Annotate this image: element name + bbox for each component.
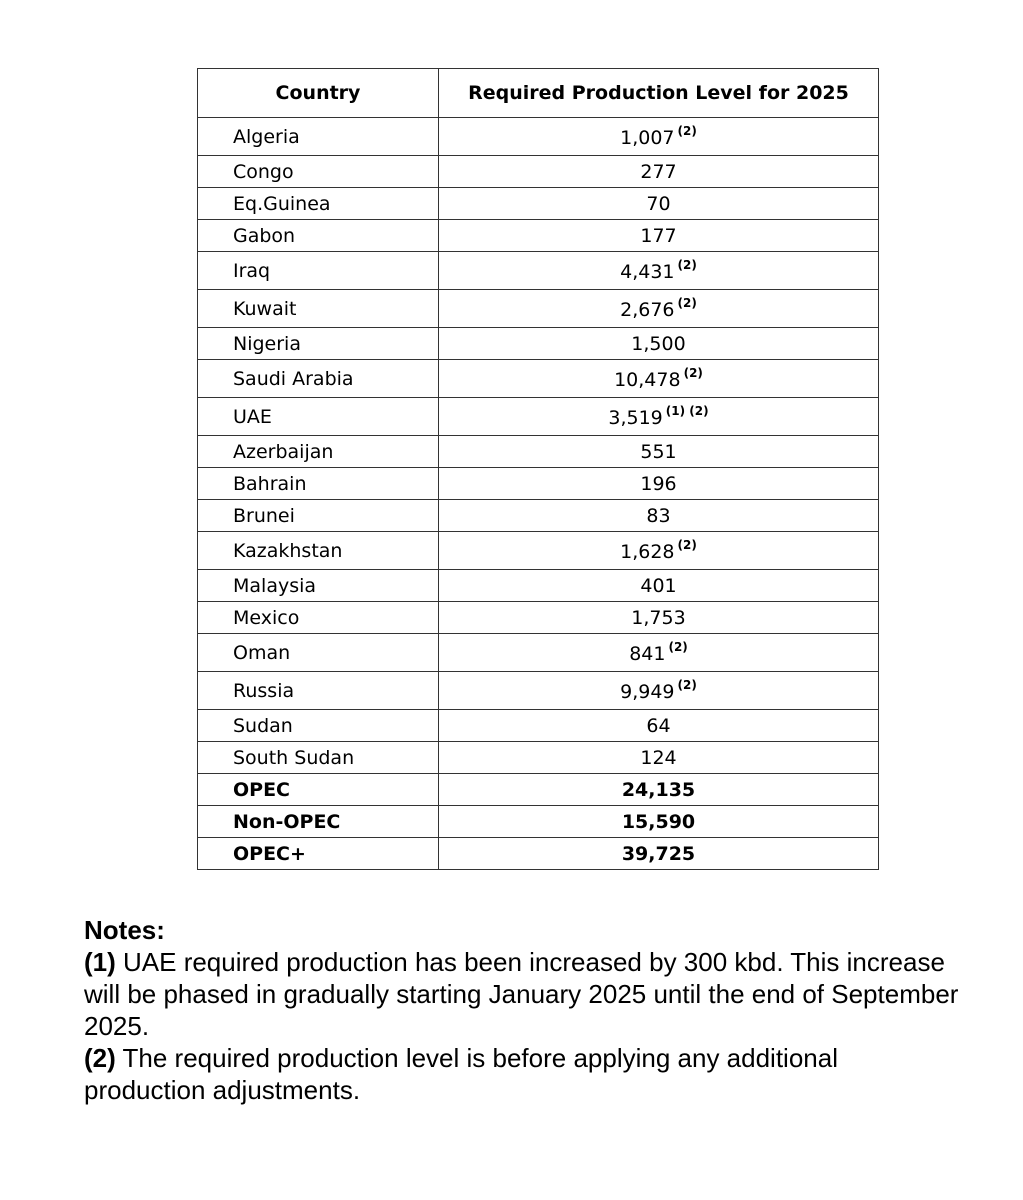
country-cell: Mexico <box>198 602 439 634</box>
table-row <box>198 634 879 672</box>
footnote-marker: (2) <box>677 538 697 552</box>
total-row <box>198 774 879 806</box>
production-cell <box>439 436 879 468</box>
total-value-cell: 39,725 <box>439 838 879 870</box>
note-text: UAE required production has been increased by 300 kbd. This increase will be phased in gradually starting January 2025 until the end of September 2025. <box>84 947 959 1041</box>
footnote-marker: (2) <box>668 640 688 654</box>
column-header-production: Required Production Level for 2025 <box>439 69 879 118</box>
table-row <box>198 436 879 468</box>
table-row <box>198 290 879 328</box>
country-cell: Congo <box>198 156 439 188</box>
country-cell: Bahrain <box>198 468 439 500</box>
production-value: 177 <box>640 224 677 247</box>
table-row <box>198 500 879 532</box>
production-value: 3,519 <box>608 407 663 429</box>
note-1 <box>84 946 964 1042</box>
table-row <box>198 710 879 742</box>
footnote-marker: (2) <box>677 258 697 272</box>
production-cell <box>439 220 879 252</box>
country-cell: Algeria <box>198 118 439 156</box>
table-row <box>198 532 879 570</box>
country-cell: Eq.Guinea <box>198 188 439 220</box>
total-row <box>198 806 879 838</box>
table-row <box>198 188 879 220</box>
total-value-cell: 24,135 <box>439 774 879 806</box>
note-marker: (2) <box>84 1043 116 1073</box>
production-cell <box>439 532 879 570</box>
production-value: 196 <box>640 472 677 495</box>
notes-heading: Notes: <box>84 915 165 945</box>
country-cell: Sudan <box>198 710 439 742</box>
country-cell: Gabon <box>198 220 439 252</box>
country-cell: Russia <box>198 672 439 710</box>
country-cell: Oman <box>198 634 439 672</box>
production-cell <box>439 398 879 436</box>
production-value: 401 <box>640 574 677 597</box>
production-cell <box>439 360 879 398</box>
table-row <box>198 570 879 602</box>
table-row <box>198 360 879 398</box>
production-cell <box>439 634 879 672</box>
table-row <box>198 602 879 634</box>
group-cell: Non-OPEC <box>198 806 439 838</box>
production-value: 4,431 <box>620 261 675 283</box>
production-value: 124 <box>640 746 677 769</box>
table-row <box>198 328 879 360</box>
table-row <box>198 252 879 290</box>
country-cell: Iraq <box>198 252 439 290</box>
table-row <box>198 118 879 156</box>
production-cell <box>439 742 879 774</box>
production-value: 1,500 <box>631 332 686 355</box>
production-cell <box>439 672 879 710</box>
production-cell <box>439 290 879 328</box>
footnote-marker: (2) <box>677 678 697 692</box>
production-cell <box>439 188 879 220</box>
country-cell: Kuwait <box>198 290 439 328</box>
production-cell <box>439 710 879 742</box>
table-row <box>198 468 879 500</box>
production-cell <box>439 468 879 500</box>
group-cell: OPEC <box>198 774 439 806</box>
production-value: 70 <box>646 192 671 215</box>
production-value: 2,676 <box>620 299 675 321</box>
footnote-marker: (2) <box>677 124 697 138</box>
footnote-marker: (2) <box>677 296 697 310</box>
note-text: The required production level is before applying any additional production adjustments. <box>84 1043 838 1105</box>
production-cell <box>439 500 879 532</box>
production-cell <box>439 328 879 360</box>
column-header-country: Country <box>198 69 439 118</box>
country-cell: Saudi Arabia <box>198 360 439 398</box>
country-cell: Malaysia <box>198 570 439 602</box>
production-cell <box>439 570 879 602</box>
production-value: 1,753 <box>631 606 686 629</box>
total-row <box>198 838 879 870</box>
production-cell <box>439 156 879 188</box>
table-row <box>198 742 879 774</box>
production-value: 9,949 <box>620 681 675 703</box>
table-header-row <box>198 69 879 118</box>
country-cell: UAE <box>198 398 439 436</box>
notes-section <box>84 914 964 1106</box>
production-cell <box>439 118 879 156</box>
country-cell: Nigeria <box>198 328 439 360</box>
production-value: 64 <box>646 714 671 737</box>
production-cell <box>439 252 879 290</box>
table-row <box>198 220 879 252</box>
country-cell: Azerbaijan <box>198 436 439 468</box>
production-value: 10,478 <box>614 369 681 391</box>
country-cell: Brunei <box>198 500 439 532</box>
group-cell: OPEC+ <box>198 838 439 870</box>
production-value: 841 <box>629 643 666 665</box>
country-cell: South Sudan <box>198 742 439 774</box>
table-row <box>198 672 879 710</box>
footnote-marker: (2) <box>683 366 703 380</box>
production-value: 277 <box>640 160 677 183</box>
note-marker: (1) <box>84 947 116 977</box>
production-table <box>197 68 879 870</box>
table-row <box>198 156 879 188</box>
production-value: 1,007 <box>620 127 675 149</box>
table-row <box>198 398 879 436</box>
production-value: 551 <box>640 440 677 463</box>
production-value: 1,628 <box>620 541 675 563</box>
country-cell: Kazakhstan <box>198 532 439 570</box>
note-2 <box>84 1042 964 1106</box>
production-cell <box>439 602 879 634</box>
production-value: 83 <box>646 504 671 527</box>
total-value-cell: 15,590 <box>439 806 879 838</box>
footnote-marker: (1) (2) <box>665 404 709 418</box>
